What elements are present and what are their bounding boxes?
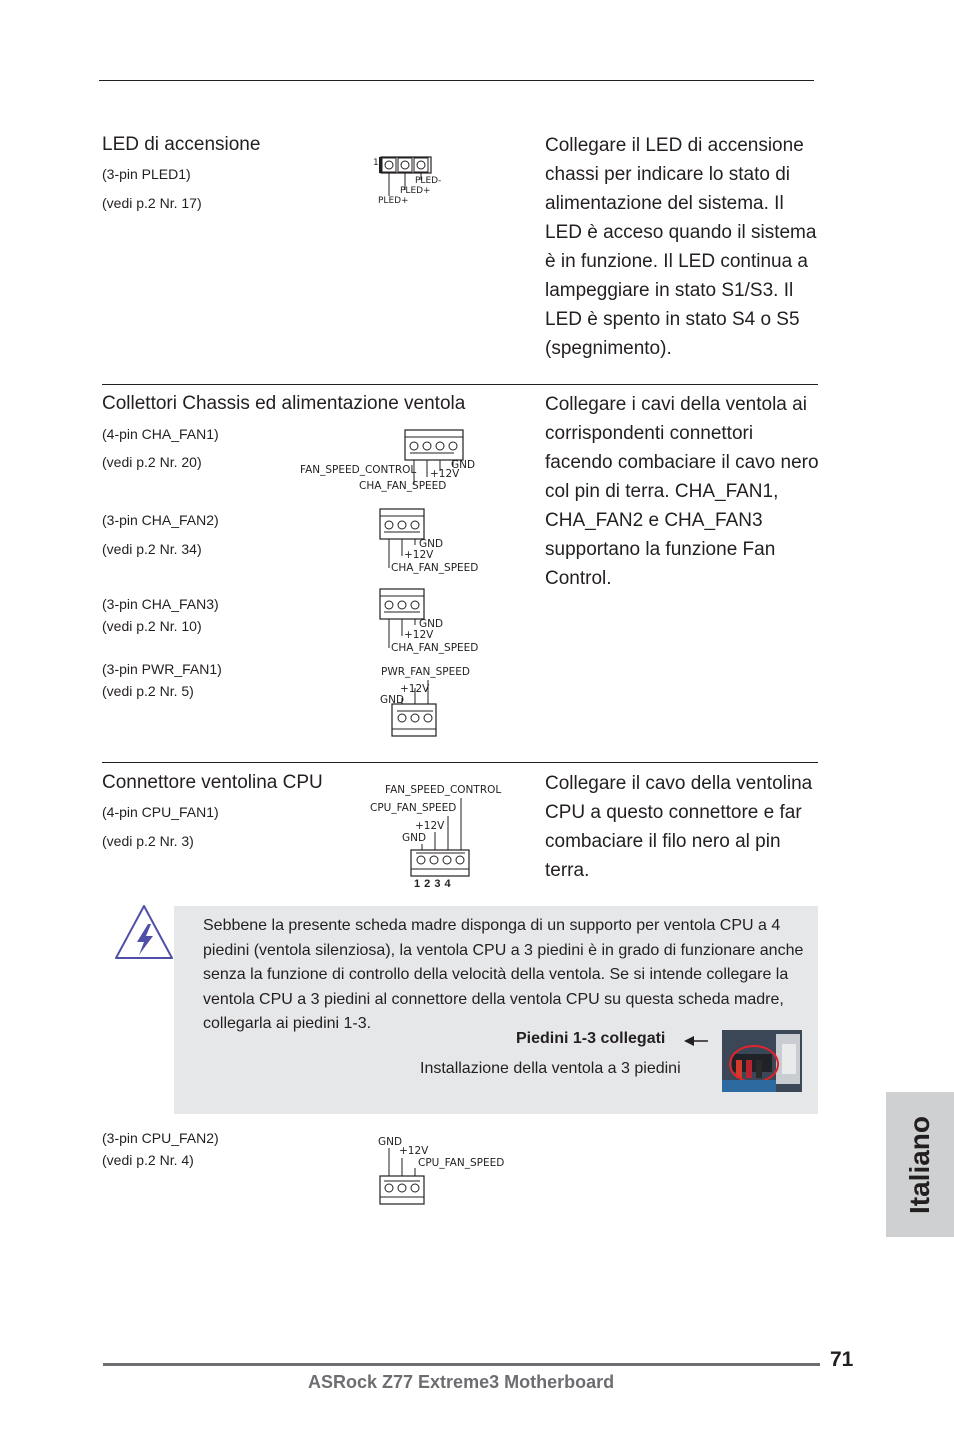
pin-label: +12V (430, 468, 460, 480)
section-divider (102, 762, 818, 763)
pin-label: CHA_FAN_SPEED (391, 562, 479, 574)
pin-label: GND (380, 694, 405, 706)
pin-label: GND (402, 832, 427, 844)
pin-label: CPU_FAN_SPEED (418, 1157, 505, 1169)
pin-numbers: 1 2 3 4 (414, 878, 451, 890)
note-bold-label: Piedini 1-3 collegati (516, 1030, 666, 1047)
page-reference: (vedi p.2 Nr. 10) (102, 618, 202, 634)
pin-info: (3-pin CHA_FAN3) (102, 596, 219, 612)
pin-label: +12V (415, 820, 445, 832)
pin-label: FAN_SPEED_CONTROL (300, 464, 417, 476)
pin-label: +12V (404, 629, 434, 641)
section-title-power-led: LED di accensione (102, 134, 261, 155)
page-reference: (vedi p.2 Nr. 4) (102, 1152, 194, 1168)
pin-label: +12V (400, 683, 430, 695)
footer-text: ASRock Z77 Extreme3 Motherboard (308, 1372, 615, 1392)
section-description: Collegare il LED di accensione chassi per indicare lo stato di alimentazione del sistema. Il LED è acceso quando il sistema è in funzione. Il LED continua a lampeggiare in stato S1/S3. Il LED è spento in stato S4 o S5 (spegnimento). (545, 135, 817, 359)
page-reference: (vedi p.2 Nr. 3) (102, 833, 194, 849)
pin-label: GND (419, 538, 444, 550)
section-description: Collegare il cavo della ventolina CPU a questo connettore e far combaciare il filo nero al pin terra. (545, 773, 813, 881)
pin-label: GND (451, 459, 476, 471)
pin-info: (3-pin PWR_FAN1) (102, 661, 222, 677)
page-reference: (vedi p.2 Nr. 5) (102, 683, 194, 699)
pin-label: CPU_FAN_SPEED (370, 802, 457, 814)
pin-info: (3-pin CPU_FAN2) (102, 1130, 219, 1146)
pin-info: (3-pin CHA_FAN2) (102, 512, 219, 528)
pin-label: CHA_FAN_SPEED (359, 480, 447, 492)
page-reference: (vedi p.2 Nr. 34) (102, 541, 202, 557)
section-description: Collegare i cavi della ventola ai corrispondenti connettori facendo combaciare il cavo nero col pin di terra. CHA_FAN1, CHA_FAN2 e CHA_FAN3 supportano la funzione Fan Control. (545, 394, 819, 589)
page-reference: (vedi p.2 Nr. 20) (102, 454, 202, 470)
pin-label: PWR_FAN_SPEED (381, 666, 470, 678)
pin-label: +12V (399, 1145, 429, 1157)
note-text: Sebbene la presente scheda madre disponga di un supporto per ventola CPU a 4 piedini (ventola silenziosa), la ventola CPU a 3 piedini è in grado di funzionare anche senza la funzione di controllo della velocità della ventola. Se si intende collegare la ventola CPU a 3 piedini al connettore della ventola CPU su questa scheda madre, collegarla ai piedini 1-3. (203, 917, 804, 1032)
pin-label: +12V (404, 549, 434, 561)
pin-label: CHA_FAN_SPEED (391, 642, 479, 654)
top-rule (99, 80, 814, 81)
pin-label: PLED+ (378, 196, 409, 206)
pin-info: (3-pin PLED1) (102, 166, 191, 182)
pin-label: FAN_SPEED_CONTROL (385, 784, 502, 796)
note-caption: Installazione della ventola a 3 piedini (420, 1060, 681, 1077)
pin-info: (4-pin CPU_FAN1) (102, 804, 219, 820)
section-divider (102, 384, 818, 385)
page-number: 71 (830, 1348, 854, 1371)
section-title-cpu-fan: Connettore ventolina CPU (102, 772, 323, 793)
language-side-tab (886, 1092, 954, 1237)
pin-label: PLED+ (400, 186, 431, 196)
section-title-chassis-fans: Collettori Chassis ed alimentazione ventola (102, 393, 466, 414)
side-tab-label: Italiano (904, 1115, 935, 1214)
footer-rule (103, 1363, 820, 1366)
pin-label: GND (378, 1136, 403, 1148)
pin-1-marker: 1 (373, 158, 379, 168)
pin-info: (4-pin CHA_FAN1) (102, 426, 219, 442)
pin-label: PLED- (415, 176, 442, 186)
pin-label: GND (419, 618, 444, 630)
page-reference: (vedi p.2 Nr. 17) (102, 195, 202, 211)
